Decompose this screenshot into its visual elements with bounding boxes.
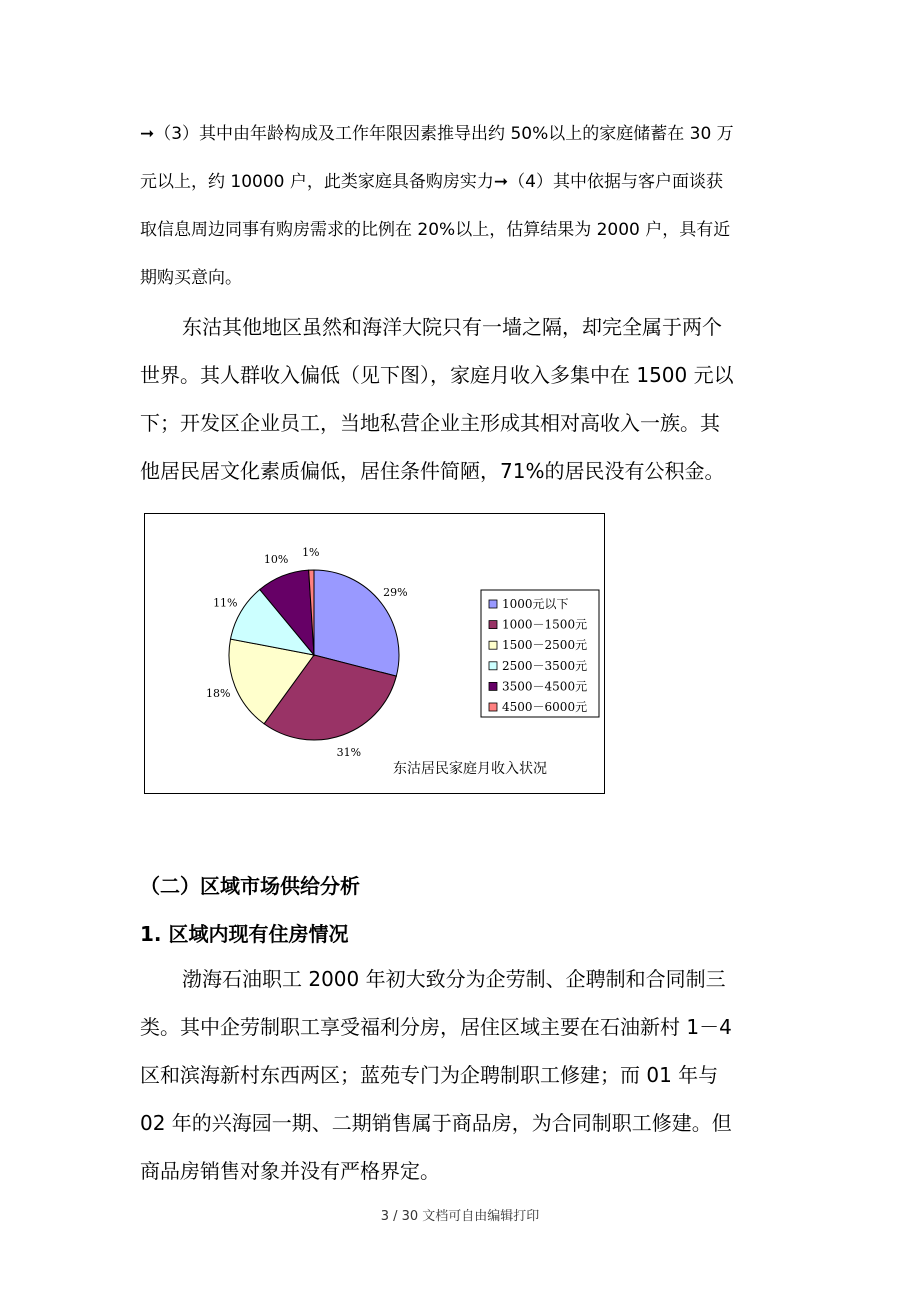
- legend-swatch: [489, 662, 497, 670]
- paragraph-3-line: 类。其中企劳制职工享受福利分房，居住区域主要在石油新村 1－4: [140, 1015, 732, 1039]
- legend-label: 2500－3500元: [502, 658, 588, 673]
- paragraph-2-line: 世界。其人群收入偏低（见下图），家庭月收入多集中在 1500 元以: [140, 363, 734, 387]
- paragraph-3-line: 商品房销售对象并没有严格界定。: [140, 1159, 440, 1183]
- legend-swatch: [489, 621, 497, 629]
- page-footer: 3 / 30 文档可自由编辑打印: [380, 1209, 540, 1224]
- legend-label: 1000－1500元: [502, 617, 588, 632]
- paragraph-2-line: 他居民居文化素质偏低，居住条件简陋，71%的居民没有公积金。: [140, 459, 725, 483]
- pie-data-label: 31%: [336, 745, 362, 759]
- paragraph-3-line: 渤海石油职工 2000 年初大致分为企劳制、企聘制和合同制三: [182, 967, 726, 991]
- legend-swatch: [489, 641, 497, 649]
- legend-swatch: [489, 600, 497, 608]
- legend-swatch: [489, 703, 497, 711]
- legend-swatch: [489, 682, 497, 690]
- paragraph-3: [140, 955, 780, 1195]
- income-pie-chart: [144, 513, 605, 794]
- chart-title: 东沽居民家庭月收入状况: [393, 761, 547, 777]
- paragraph-2-line: 东沽其他地区虽然和海洋大院只有一墙之隔，却完全属于两个: [182, 315, 722, 339]
- paragraph-1-line: 期购买意向。: [140, 268, 242, 288]
- sub-heading: 1. 区域内现有住房情况: [140, 922, 349, 946]
- legend-label: 3500－4500元: [502, 679, 588, 694]
- paragraph-3-line: 02 年的兴海园一期、二期销售属于商品房，为合同制职工修建。但: [140, 1111, 732, 1135]
- section-heading: （二）区域市场供给分析: [140, 874, 360, 898]
- legend-label: 1500－2500元: [502, 638, 588, 653]
- paragraph-1-line: 取信息周边同事有购房需求的比例在 20%以上，估算结果为 2000 户，具有近: [140, 220, 731, 240]
- legend-label: 1000元以下: [502, 597, 569, 611]
- paragraph-2-line: 下；开发区企业员工，当地私营企业主形成其相对高收入一族。其: [140, 411, 720, 435]
- pie-data-label: 1%: [302, 546, 320, 560]
- paragraph-1-line: 元以上，约 10000 户，此类家庭具备购房实力➞（4）其中依据与客户面谈获: [140, 172, 723, 192]
- paragraph-2: [140, 303, 780, 495]
- paragraph-1: [140, 110, 780, 302]
- paragraph-1-line: ➞（3）其中由年龄构成及工作年限因素推导出约 50%以上的家庭储蓄在 30 万: [140, 124, 734, 144]
- pie-chart-svg: [145, 514, 606, 795]
- pie-data-label: 10%: [263, 553, 289, 567]
- pie-data-label: 11%: [213, 596, 238, 610]
- pie-data-label: 18%: [205, 686, 231, 700]
- paragraph-3-line: 区和滨海新村东西两区；蓝苑专门为企聘制职工修建；而 01 年与: [140, 1063, 719, 1087]
- pie-data-label: 29%: [383, 585, 408, 599]
- legend-label: 4500－6000元: [502, 700, 588, 714]
